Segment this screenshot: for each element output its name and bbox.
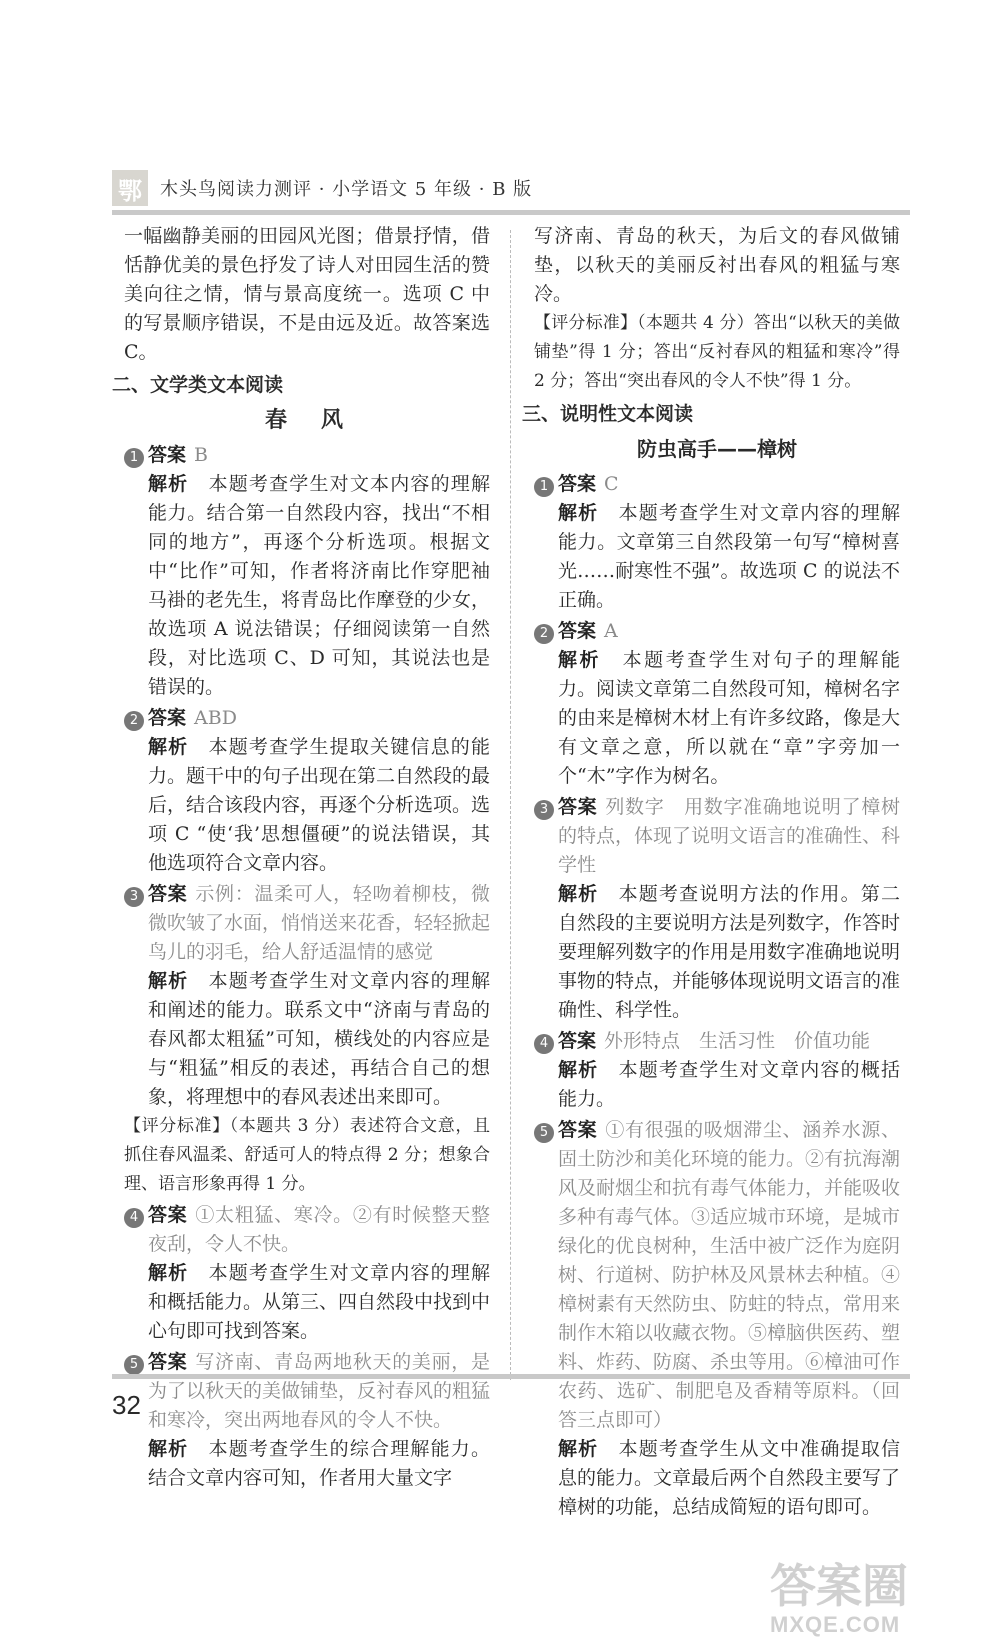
answer-text: ABD [194,707,237,729]
answer-label: 答案 [558,796,598,818]
question-number: 1 [124,448,144,468]
left-column [112,222,491,1493]
passage-title: 春 风 [264,408,349,433]
analysis-text: 本题考查说明方法的作用。第二自然段的主要说明方法是列数字，作答时要理解列数字的作用是用数字准确地说明事物的特点，并能够体现说明文语言的准确性、科学性。 [558,883,901,1021]
analysis-label: 解析 [558,883,599,905]
page-number: 32 [112,1390,141,1420]
question-number: 4 [124,1208,144,1228]
answer-text: A [604,620,618,642]
analysis-text: 本题考查学生从文中准确提取信息的能力。文章最后两个自然段主要写了樟树的功能，总结成简短的语句即可。 [558,1438,901,1518]
question-number: 5 [534,1123,554,1143]
scoring-standard: 【评分标准】（本题共 3 分）表述符合文意，且抓住春风温柔、舒适可人的特点得 2 分；想象合理、语言形象再得 1 分。 [124,1116,490,1194]
analysis-text: 本题考查学生对文章内容的理解和概括能力。从第三、四自然段中找到中心句即可找到答案。 [148,1262,491,1342]
analysis-text: 本题考查学生对文章内容的理解和阐述的能力。联系文中“济南与青岛的春风都太粗猛”可知，横线处的内容应是与“粗猛”相反的表述，再结合自己的想象，将理想中的春风表述出来即可。 [148,970,490,1108]
answer-text: 列数字 用数字准确地说明了樟树的特点，体现了说明文语言的准确性、科学性 [558,796,901,876]
answer-label: 答案 [148,1204,188,1226]
question-number: 3 [534,800,554,820]
question-item [534,470,900,615]
answer-label: 答案 [148,444,187,466]
question-item [124,704,490,878]
question-number: 4 [534,1034,554,1054]
analysis-label: 解析 [148,970,189,992]
answer-label: 答案 [558,473,597,495]
answer-text: 示例：温柔可人，轻吻着柳枝，微微吹皱了水面，悄悄送来花香，轻轻掀起鸟儿的羽毛，给人舒适温情的感觉 [148,883,491,963]
section-heading: 三、说明性文本阅读 [522,403,694,425]
answer-label: 答案 [558,620,597,642]
answer-label: 答案 [558,1119,598,1141]
answer-text: B [194,444,208,466]
question-item [124,441,490,702]
analysis-text: 本题考查学生提取关键信息的能力。题干中的句子出现在第二自然段的最后，结合该段内容，再逐个分析选项。选项 C “使‘我’思想僵硬”的说法错误，其他选项符合文章内容。 [148,736,491,874]
analysis-text: 本题考查学生对句子的理解能力。阅读文章第二自然段可知，樟树名字的由来是樟树木材上有许多纹路，像是大有文章之意，所以就在“章”字旁加一个“木”字作为树名。 [558,649,901,787]
answer-text: 外形特点 生活习性 价值功能 [604,1030,871,1052]
passage-title: 防虫高手——樟树 [637,437,797,461]
header-rule [112,210,910,215]
question-item [534,617,900,791]
answer-label: 答案 [148,883,188,905]
intro-text: 一幅幽静美丽的田园风光图；借景抒情，借恬静优美的景色抒发了诗人对田园生活的赞美向往之情，情与景高度统一。选项 C 中的写景顺序错误，不是由远及近。故答案选 C。 [124,225,490,363]
answer-label: 答案 [148,707,187,729]
question-item [124,1201,490,1346]
analysis-text: 本题考查学生对文本内容的理解能力。结合第一自然段内容，找出“不相同的地方”，再逐个分析选项。根据文中“比作”可知，作者将济南比作穿肥袖马褂的老先生，将青岛比作摩登的少女，故选项 A 说法错误；仔细阅读第一自然段，对比选项 C、D 可知，其说法也是错误的。 [148,473,491,698]
analysis-label: 解析 [558,1059,599,1081]
analysis-label: 解析 [558,502,599,524]
continued-text: 写济南、青岛的秋天，为后文的春风做铺垫，以秋天的美丽反衬出春风的粗猛与寒冷。 [534,225,900,305]
book-title: 木头鸟阅读力测评 · 小学语文 5 年级 · B 版 [160,179,533,200]
answer-text: 写济南、青岛两地秋天的美丽，是为了以秋天的美做铺垫，反衬春风的粗猛和寒冷，突出两地春风的令人不快。 [148,1351,491,1431]
analysis-label: 解析 [148,1262,189,1284]
province-badge: 鄂 [112,170,148,206]
analysis-text: 本题考查学生的综合理解能力。结合文章内容可知，作者用大量文字 [148,1438,490,1489]
analysis-text: 本题考查学生对文章内容的概括能力。 [558,1059,900,1110]
section-heading: 二、文学类文本阅读 [112,374,284,396]
question-item [534,793,900,1025]
right-column [522,222,901,1522]
analysis-label: 解析 [558,1438,599,1460]
column-divider [510,230,511,1380]
answer-label: 答案 [148,1351,188,1373]
question-number: 2 [534,624,554,644]
answer-text: ①太粗猛、寒冷。②有时候整天整夜刮，令人不快。 [148,1204,490,1255]
answer-text: ①有很强的吸烟滞尘、涵养水源、固土防沙和美化环境的能力。②有抗海潮风及耐烟尘和抗有毒气体能力，并能吸收多种有毒气体。③适应城市环境，是城市绿化的优良树种，生活中被广泛作为庭阴树、行道树、防护林及风景林去种植。④樟树素有天然防虫、防蛀的特点，常用来制作木箱以收藏衣物。⑤樟脑供医药、塑料、炸药、防腐、杀虫等用。⑥樟油可作农药、选矿、制肥皂及香精等原料。（回答三点即可） [558,1119,901,1431]
question-number: 2 [124,711,144,731]
page-header [112,170,532,206]
question-item [534,1027,900,1114]
footer-rule [112,1374,910,1379]
answer-label: 答案 [558,1030,597,1052]
analysis-label: 解析 [148,473,189,495]
analysis-text: 本题考查学生对文章内容的理解能力。文章第三自然段第一句写“樟树喜光……耐寒性不强”。故选项 C 的说法不正确。 [558,502,900,611]
analysis-label: 解析 [148,1438,189,1460]
answer-text: C [604,473,619,495]
site-watermark [770,1560,1000,1651]
analysis-label: 解析 [558,649,602,671]
watermark-logo: 答案圈 [770,1560,908,1612]
question-item [534,1116,900,1522]
question-number: 1 [534,477,554,497]
question-number: 5 [124,1355,144,1375]
question-item [124,1348,490,1493]
question-item [124,880,490,1112]
scoring-standard: 【评分标准】（本题共 4 分）答出“以秋天的美做铺垫”得 1 分；答出“反衬春风的粗猛和寒冷”得 2 分；答出“突出春风的令人不快”得 1 分。 [534,313,900,391]
analysis-label: 解析 [148,736,189,758]
watermark-url: MXQE.COM [770,1612,901,1637]
question-number: 3 [124,887,144,907]
